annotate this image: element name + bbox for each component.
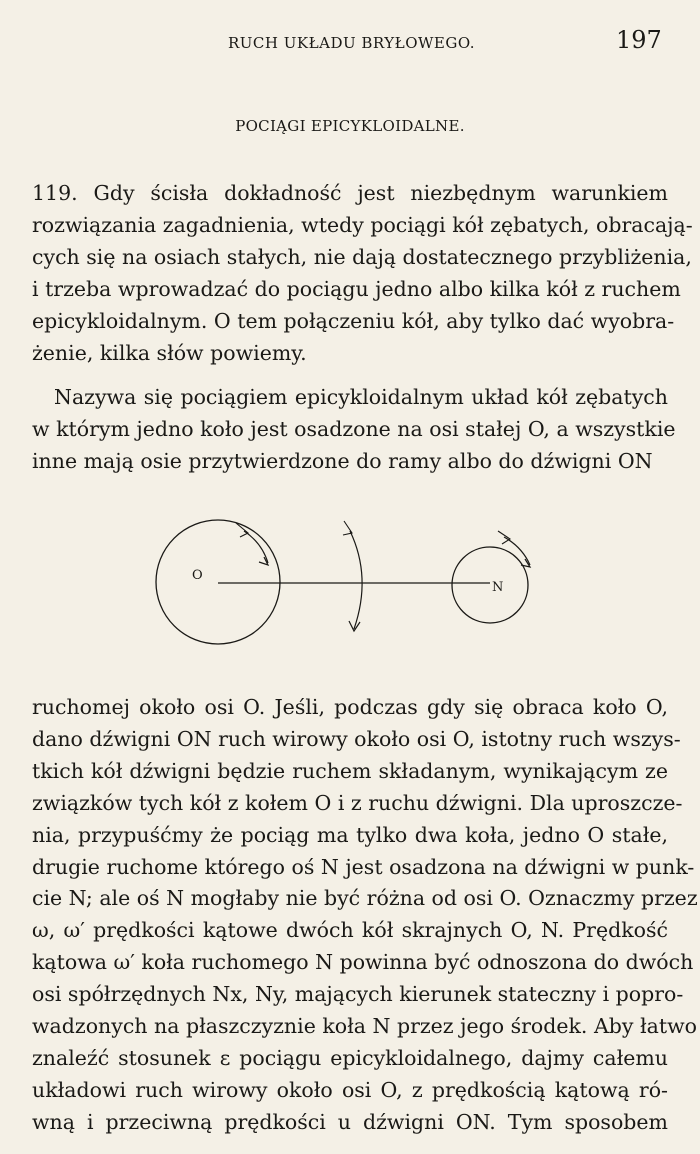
text-line: drugie ruchome którego oś N jest osadzona na dźwigni w punk- <box>32 854 695 879</box>
text-line: tkich kół dźwigni będzie ruchem składanym, wynikającym ze <box>32 758 668 783</box>
label-n: N <box>492 580 504 595</box>
feather-lever <box>343 521 352 535</box>
running-title: RUCH UKŁADU BRYŁOWEGO. <box>228 34 476 52</box>
paragraph-119 <box>32 178 693 369</box>
wheel-n <box>452 547 528 623</box>
epicyclic-train-figure <box>140 517 560 667</box>
page-number: 197 <box>616 26 662 54</box>
text-line: Nazywa się pociągiem epicykloidalnym układ kół zębatych <box>54 385 668 409</box>
text-line: ruchomej około osi O. Jeśli, podczas gdy się obraca koło O, <box>32 695 668 719</box>
text-line: żenie, kilka słów powiemy. <box>32 340 307 365</box>
figure-drawing <box>140 517 560 667</box>
text-line: znaleźć stosunek ε pociągu epicykloidalnego, dajmy całemu <box>32 1045 668 1070</box>
text-line: układowi ruch wirowy około osi O, z prędkością kątową ró- <box>32 1077 668 1102</box>
paragraph-definition <box>32 382 676 478</box>
text-line: w którym jedno koło jest osadzone na osi stałej O, a wszystkie <box>32 416 676 441</box>
text-line: epicykloidalnym. O tem połączeniu kół, aby tylko dać wyobra- <box>32 308 675 333</box>
text-line: 119. Gdy ścisła dokładność jest niezbędnym warunkiem <box>32 181 668 205</box>
text-line: i trzeba wprowadzać do pociągu jedno albo kilka kół z ruchem <box>32 276 681 301</box>
text-line: cie N; ale oś N mogłaby nie być różna od osi O. Oznaczmy przez <box>32 886 698 911</box>
text-line: dano dźwigni ON ruch wirowy około osi O, istotny ruch wszys- <box>32 726 681 751</box>
wheel-o <box>156 520 280 644</box>
text-line: wną i przeciwną prędkości u dźwigni ON. Tym sposobem <box>32 1109 668 1134</box>
paragraph-continuation <box>32 692 698 1139</box>
text-line: kątowa ω′ koła ruchomego N powinna być odnoszona do dwóch <box>32 950 694 975</box>
section-title: POCIĄGI EPICYKLOIDALNE. <box>235 117 465 135</box>
text-line: inne mają osie przytwierdzone do ramy albo do dźwigni ON <box>32 448 653 473</box>
text-line: ω, ω′ prędkości kątowe dwóch kół skrajnych O, N. Prędkość <box>32 918 668 943</box>
rotation-arrow-lever <box>350 531 362 629</box>
text-line: związków tych kół z kołem O i z ruchu dźwigni. Dla uproszcze- <box>32 790 683 815</box>
text-line: osi spółrzędnych Nx, Ny, mających kierunek stateczny i popro- <box>32 982 684 1007</box>
text-line: nia, przypuśćmy że pociąg ma tylko dwa koła, jedno O stałe, <box>32 822 668 847</box>
text-line: wadzonych na płaszczyznie koła N przez jego środek. Aby łatwo <box>32 1014 697 1039</box>
text-line: cych się na osiach stałych, nie dają dostatecznego przybliżenia, <box>32 244 692 269</box>
running-header <box>0 26 700 56</box>
text-line: rozwiązania zagadnienia, wtedy pociągi kół zębatych, obracają- <box>32 212 693 237</box>
label-o: O <box>192 568 203 583</box>
